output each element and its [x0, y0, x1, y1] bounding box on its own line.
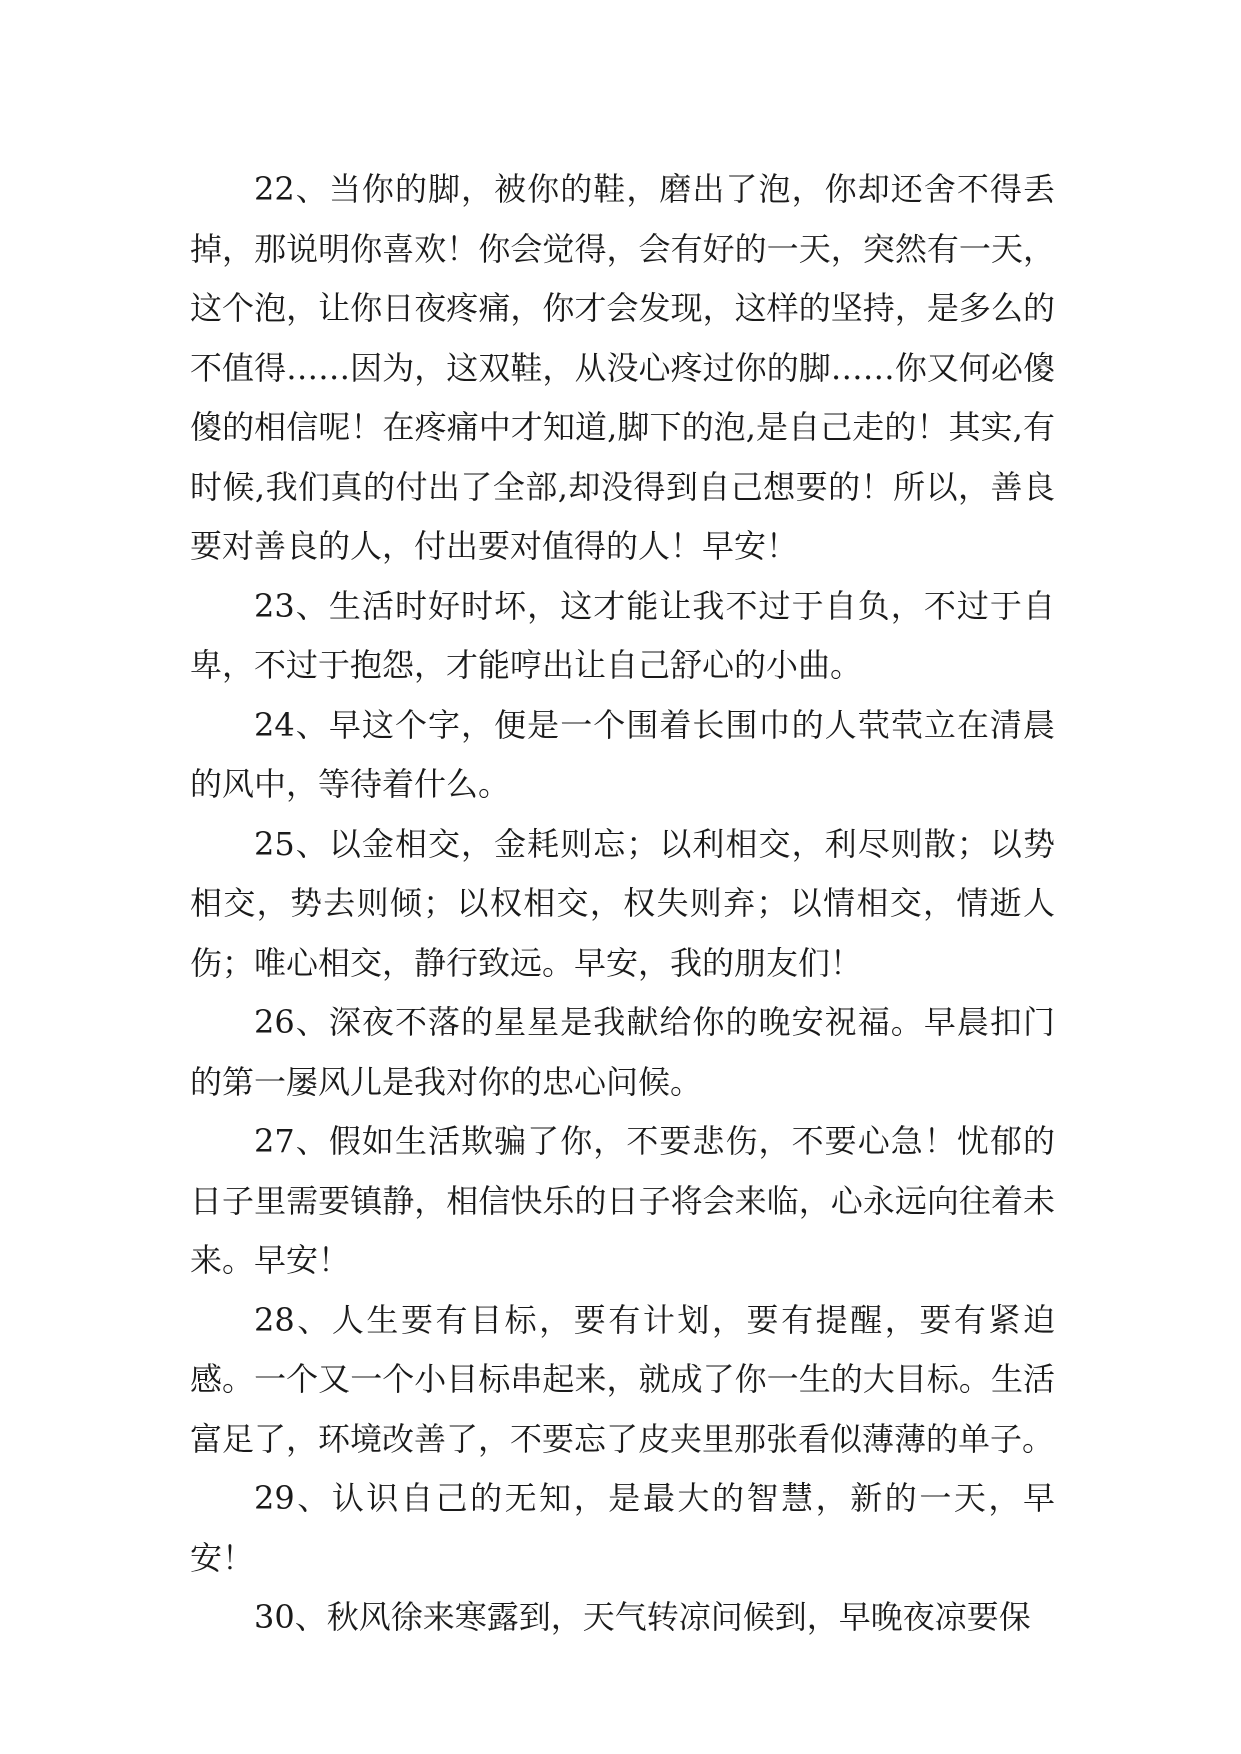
paragraph-26: 26、深夜不落的星星是我献给你的晚安祝福。早晨扣门的第一屡风儿是我对你的忠心问候。	[190, 1003, 1055, 1101]
paragraph-24: 24、早这个字，便是一个围着长围巾的人茕茕立在清晨的风中，等待着什么。	[190, 705, 1055, 803]
document-body	[190, 160, 1055, 1648]
paragraph-22: 22、当你的脚，被你的鞋，磨出了泡，你却还舍不得丢掉，那说明你喜欢！你会觉得，会有好的一天，突然有一天，这个泡，让你日夜疼痛，你才会发现，这样的坚持，是多么的不值得……因为，这双鞋，从没心疼过你的脚……你又何必傻傻的相信呢！在疼痛中才知道,脚下的泡,是自己走的！其实,有时候,我们真的付出了全部,却没得到自己想要的！所以，善良要对善良的人，付出要对值得的人！早安！	[190, 170, 1055, 565]
paragraph-29: 29、认识自己的无知，是最大的智慧，新的一天，早安！	[190, 1479, 1055, 1577]
paragraph-25: 25、以金相交，金耗则忘；以利相交，利尽则散；以势相交，势去则倾；以权相交，权失则弃；以情相交，情逝人伤；唯心相交，静行致远。早安，我的朋友们！	[190, 824, 1055, 982]
paragraph-30: 30、秋风徐来寒露到，天气转凉问候到，早晚夜凉要保	[254, 1598, 1031, 1636]
paragraph-23: 23、生活时好时坏，这才能让我不过于自负，不过于自卑，不过于抱怨，才能哼出让自己舒心的小曲。	[190, 586, 1055, 684]
paragraph-28: 28、人生要有目标，要有计划，要有提醒，要有紧迫感。一个又一个小目标串起来，就成了你一生的大目标。生活富足了，环境改善了，不要忘了皮夹里那张看似薄薄的单子。	[190, 1300, 1055, 1458]
paragraph-27: 27、假如生活欺骗了你，不要悲伤，不要心急！忧郁的日子里需要镇静，相信快乐的日子将会来临，心永远向往着未来。早安！	[190, 1122, 1055, 1279]
